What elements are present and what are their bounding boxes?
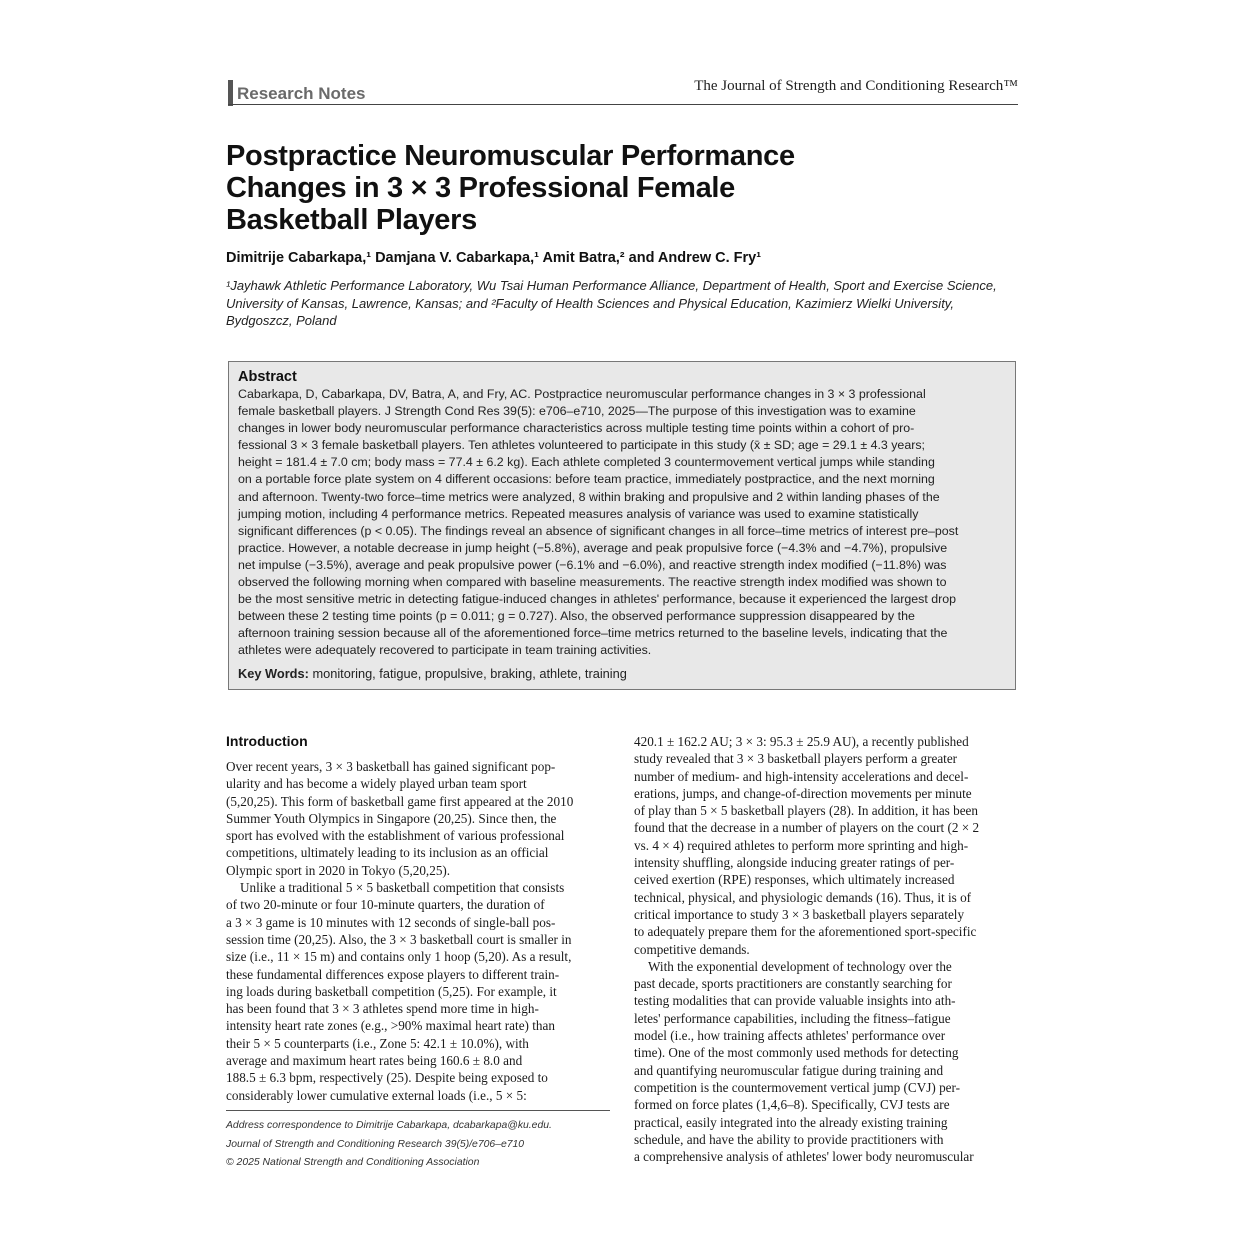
intro-heading: Introduction xyxy=(226,733,308,749)
body-text-line: model (i.e., how training affects athletes' performance over xyxy=(634,1028,946,1044)
abstract-line: practice. However, a notable decrease in jump height (−5.8%), average and peak propulsive force (−4.3% and −4.7%), propulsive xyxy=(238,540,948,555)
body-text-line: 420.1 ± 162.2 AU; 3 × 3: 95.3 ± 25.9 AU), a recently published xyxy=(634,734,969,749)
body-text-line: technical, physical, and physiologic demands (16). Thus, it is of xyxy=(634,889,972,905)
body-text-line: competitive demands. xyxy=(634,941,750,957)
body-text-line: has been found that 3 × 3 athletes spend more time in high- xyxy=(226,1001,539,1017)
section-tag-bar xyxy=(228,80,233,106)
abstract-body xyxy=(238,386,1006,660)
body-text-line: ularity and has become a widely played urban team sport xyxy=(226,776,527,792)
body-text-line: of play than 5 × 5 basketball players (28). In addition, it has been xyxy=(634,803,978,819)
body-text-line: found that the decrease in a number of players on the court (2 × 2 xyxy=(634,820,980,836)
keywords xyxy=(238,666,1006,681)
body-text-line: practical, easily integrated into the already existing training xyxy=(634,1114,948,1130)
abstract-line: athletes were adequately recovered to participate in team training activities. xyxy=(238,643,652,658)
body-text-line: average and maximum heart rates being 160.6 ± 8.0 and xyxy=(226,1053,523,1069)
body-text-line: schedule, and have the ability to provide practitioners with xyxy=(634,1131,944,1147)
abstract-line: on a portable force plate system on 4 different occasions: before team practice, immediately postpractice, and the next morning xyxy=(238,472,935,487)
body-text-line: critical importance to study 3 × 3 basketball players separately xyxy=(634,906,965,922)
abstract-line: observed the following morning when compared with baseline measurements. The reactive strength index modified was shown to xyxy=(238,575,947,590)
body-text-line: these fundamental differences expose players to different train- xyxy=(226,966,560,982)
body-text-line: session time (20,25). Also, the 3 × 3 basketball court is smaller in xyxy=(226,931,572,947)
keywords-label: Key Words: xyxy=(238,665,309,681)
body-text-line: competitions, ultimately leading to its inclusion as an official xyxy=(226,845,549,861)
abstract-line: and afternoon. Twenty-two force–time metrics were analyzed, 8 within braking and propulsive and 2 within landing phases of the xyxy=(238,489,940,504)
body-text-line: past decade, sports practitioners are constantly searching for xyxy=(634,976,952,992)
abstract-line: fessional 3 × 3 female basketball players. Ten athletes volunteered to participate in this study (x̄ ± SD; age = 29.1 ± 4.3 years; xyxy=(238,438,925,453)
affiliation-line: Bydgoszcz, Poland xyxy=(226,313,337,328)
body-text-line: formed on force plates (1,4,6–8). Specifically, CVJ tests are xyxy=(634,1097,950,1113)
keywords-text: monitoring, fatigue, propulsive, braking, athlete, training xyxy=(312,665,627,681)
affiliation-line: ¹Jayhawk Athletic Performance Laboratory, Wu Tsai Human Performance Alliance, Department of Health, Sport and Exercise Science, xyxy=(226,278,997,293)
body-text-line: and quantifying neuromuscular fatigue during training and xyxy=(634,1062,944,1078)
body-text-line: Over recent years, 3 × 3 basketball has gained significant pop- xyxy=(226,759,556,774)
affiliations xyxy=(226,277,1026,330)
affiliation-line: University of Kansas, Lawrence, Kansas; and ²Faculty of Health Sciences and Physical Education, Kazimierz Wielki University, xyxy=(226,295,954,311)
footnote-copyright: © 2025 National Strength and Conditioning Association xyxy=(226,1157,480,1168)
abstract-line: changes in lower body neuromuscular performance characteristics across multiple testing time points within a cohort of pro- xyxy=(238,421,915,436)
footnote-rule xyxy=(226,1110,610,1111)
section-label: Research Notes xyxy=(237,84,366,103)
body-text-line: number of medium- and high-intensity accelerations and decel- xyxy=(634,768,969,784)
section-tag xyxy=(228,78,366,106)
body-text-line: to adequately prepare them for the aforementioned sport-specific xyxy=(634,924,977,940)
footnote-correspondence: Address correspondence to Dimitrije Cabarkapa, dcabarkapa@ku.edu. xyxy=(226,1120,552,1131)
body-text-line: 188.5 ± 6.3 bpm, respectively (25). Despite being exposed to xyxy=(226,1070,548,1086)
body-text-line: ceived exertion (RPE) responses, which ultimately increased xyxy=(634,872,955,888)
intro-right-text xyxy=(634,733,1018,1165)
body-text-line: of two 20-minute or four 10-minute quarters, the duration of xyxy=(226,897,545,913)
body-text-line: considerably lower cumulative external loads (i.e., 5 × 5: xyxy=(226,1087,527,1103)
header-rule xyxy=(228,104,1018,105)
body-text-line: Summer Youth Olympics in Singapore (20,25). Since then, the xyxy=(226,810,557,826)
abstract-heading: Abstract xyxy=(238,369,297,385)
abstract-line: female basketball players. J Strength Cond Res 39(5): e706–e710, 2025—The purpose of this investigation was to examine xyxy=(238,404,916,419)
body-text-line: ing loads during basketball competition (5,25). For example, it xyxy=(226,983,557,999)
body-text-line: a 3 × 3 game is 10 minutes with 12 seconds of single-ball pos- xyxy=(226,914,556,930)
abstract-line: height = 181.4 ± 7.0 cm; body mass = 77.4 ± 6.2 kg). Each athlete completed 3 countermovement vertical jumps while standing xyxy=(238,455,935,470)
abstract-line: between these 2 testing time points (p = 0.011; g = 0.727). Also, the observed performance suppression disappeared by the xyxy=(238,609,915,624)
journal-name: The Journal of Strength and Conditioning Research™ xyxy=(694,78,1018,94)
body-text-line: Olympic sport in 2020 in Tokyo (5,20,25). xyxy=(226,862,451,878)
body-text-line: size (i.e., 11 × 15 m) and contains only 1 hoop (5,20). As a result, xyxy=(226,949,572,965)
body-text-line: intensity shuffling, alongside inducing greater ratings of per- xyxy=(634,855,955,871)
abstract-line: significant differences (p < 0.05). The findings reveal an absence of significant changes in all force–time metrics of interest pre–post xyxy=(238,523,959,538)
body-text-line: Unlike a traditional 5 × 5 basketball competition that consists xyxy=(240,880,565,896)
body-text-line: erations, jumps, and change-of-direction movements per minute xyxy=(634,785,972,801)
abstract-line: afternoon training session because all of the aforementioned force–time metrics returned to the baseline levels, indicating that the xyxy=(238,626,948,641)
abstract-line: Cabarkapa, D, Cabarkapa, DV, Batra, A, and Fry, AC. Postpractice neuromuscular performance changes in 3 × 3 professional xyxy=(238,387,926,401)
body-text-line: time). One of the most commonly used methods for detecting xyxy=(634,1045,959,1061)
abstract-box xyxy=(228,361,1016,690)
footnote-citation: Journal of Strength and Conditioning Research 39(5)/e706–e710 xyxy=(226,1138,525,1150)
title-line: Basketball Players xyxy=(226,204,477,236)
body-text-line: competition is the countermovement vertical jump (CVJ) per- xyxy=(634,1079,961,1095)
author-list: Dimitrije Cabarkapa,¹ Damjana V. Cabarkapa,¹ Amit Batra,² and Andrew C. Fry¹ xyxy=(226,250,762,266)
body-text-line: letes' performance capabilities, including the fitness–fatigue xyxy=(634,1010,951,1026)
body-text-line: vs. 4 × 4) required athletes to perform more sprinting and high- xyxy=(634,837,969,853)
body-column-left xyxy=(226,733,610,1104)
body-text-line: study revealed that 3 × 3 basketball players perform a greater xyxy=(634,751,958,767)
abstract-line: be the most sensitive metric in detecting fatigue-induced changes in athletes' performance, because it experienced the largest drop xyxy=(238,592,956,607)
title-line: Postpractice Neuromuscular Performance xyxy=(226,140,795,172)
intro-left-text xyxy=(226,758,610,1104)
body-text-line: their 5 × 5 counterparts (i.e., Zone 5: 42.1 ± 10.0%), with xyxy=(226,1035,529,1051)
body-text-line: With the exponential development of technology over the xyxy=(648,958,952,974)
abstract-line: net impulse (−3.5%), average and peak propulsive power (−6.1% and −6.0%), and reactive strength index modified (−11.8%) was xyxy=(238,557,947,572)
footnotes xyxy=(226,1117,610,1173)
article-title xyxy=(226,140,1026,236)
body-column-right xyxy=(634,733,1018,1165)
abstract-line: jumping motion, including 4 performance metrics. Repeated measures analysis of variance was used to examine statistically xyxy=(238,506,919,521)
body-text-line: a comprehensive analysis of athletes' lower body neuromuscular xyxy=(634,1149,974,1165)
body-text-line: testing modalities that can provide valuable insights into ath- xyxy=(634,993,956,1009)
title-line: Changes in 3 × 3 Professional Female xyxy=(226,172,735,204)
body-text-line: intensity heart rate zones (e.g., >90% maximal heart rate) than xyxy=(226,1018,555,1034)
body-text-line: (5,20,25). This form of basketball game first appeared at the 2010 xyxy=(226,793,574,809)
body-text-line: sport has evolved with the establishment of various professional xyxy=(226,828,565,844)
